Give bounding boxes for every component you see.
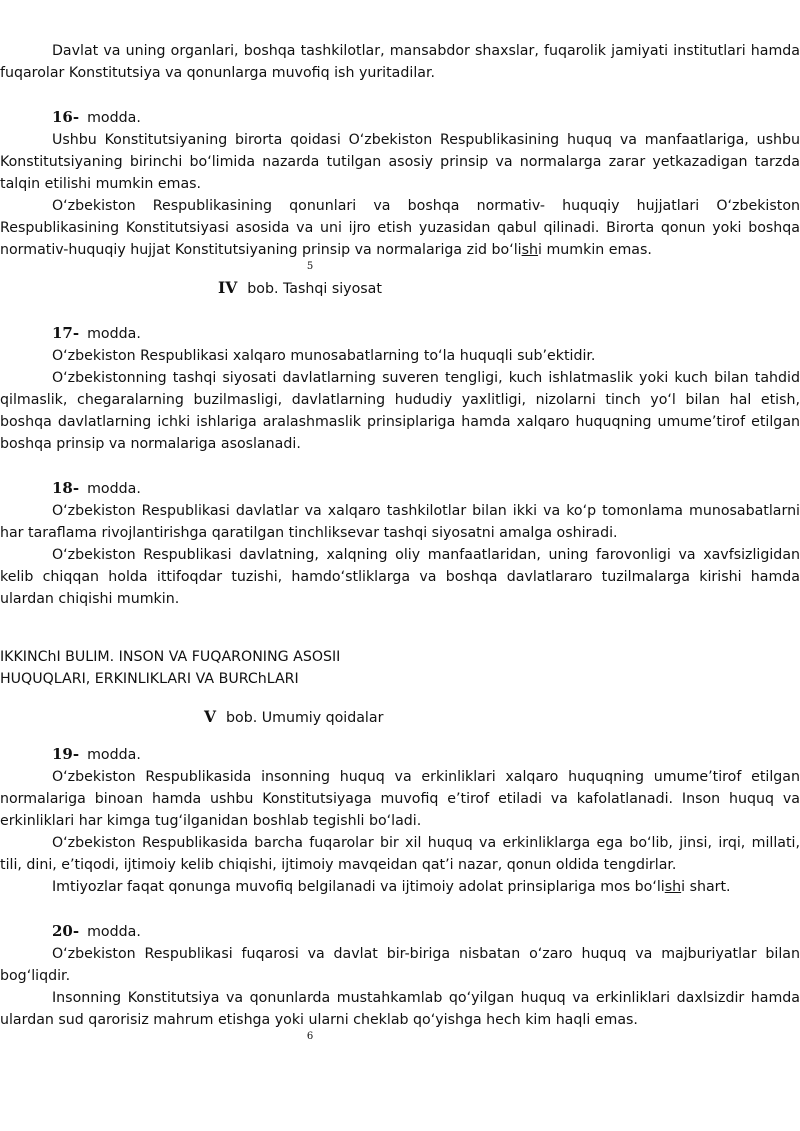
article-20-paragraph-1: O‘zbekiston Respublikasi fuqarosi va davlat bir-biriga nisbatan o‘zaro huquq va majburiyatlar bilan bog‘liqdir. (0, 946, 800, 984)
chapter-4-heading (0, 277, 800, 300)
document-page (0, 40, 800, 1043)
article-18-paragraph-1: O‘zbekiston Respublikasi davlatlar va xalqaro tashkilotlar bilan ikki va ko‘p tomonlama munosabatlarni har taraflama rivojlantirishga qaratilgan tinchliksevar tashqi siyosatni amalga oshiradi. (0, 503, 800, 541)
page-number-5: 5 (306, 261, 314, 272)
article-18-heading (0, 477, 800, 500)
article-16-heading (0, 106, 800, 129)
article-17-paragraph-1: O‘zbekiston Respublikasi xalqaro munosabatlarning to‘la huquqli sub’ektidir. (52, 348, 596, 364)
article-16-label: modda. (87, 110, 141, 126)
article-16-paragraph-1: Ushbu Konstitutsiyaning birorta qoidasi O‘zbekiston Respublikasining huquq va manfaatlariga, ushbu Konstitutsiyaning birinchi bo‘limida nazarda tutilgan asosiy prinsip va normalarga zarar yetkazadigan tarzda talqin etilishi mumkin emas. (0, 132, 800, 192)
article-16-number: 16- (52, 108, 80, 126)
part-2-heading-line-1: IKKINChI BULIM. INSON VA FUQARONING ASOSII (0, 649, 341, 665)
part-2-heading-line-2: HUQUQLARI, ERKINLIKLARI VA BURChLARI (0, 671, 299, 687)
article-16-paragraph-2: O‘zbekiston Respublikasining qonunlari va boshqa normativ- huquqiy hujjatlari O‘zbekiston Respublikasining Konstitutsiyasi asosida va uni ijro etish yuzasidan qabul qilinadi. Birorta qonun yoki boshqa normativ-huquqiy hujjat Konstitutsiyaning prinsip va normalariga zid bo‘lishi mumkin emas. (0, 198, 800, 258)
intro-paragraph: Davlat va uning organlari, boshqa tashkilotlar, mansabdor shaxslar, fuqarolik jamiyati institutlari hamda fuqarolar Konstitutsiya va qonunlarga muvofiq ish yuritadilar. (0, 43, 800, 81)
article-18-paragraph-2: O‘zbekiston Respublikasi davlatning, xalqning oliy manfaatlaridan, uning farovonligi va xavfsizligidan kelib chiqqan holda ittifoqdar tuzishi, hamdo‘stliklarga va boshqa davlatlararo tuzilmalarga kirishi hamda ulardan chiqishi mumkin. (0, 547, 800, 607)
article-17-heading (0, 322, 800, 345)
article-17-paragraph-2: O‘zbekistonning tashqi siyosati davlatlarning suveren tengligi, kuch ishlatmaslik yoki kuch bilan tahdid qilmaslik, chegaralarning buzilmasligi, davlatlarning hududiy yaxlitligi, nizolarni tinch yo‘l bilan hal etish, boshqa davlatlarning ichki ishlariga aralashmaslik prinsiplariga hamda xalqaro huquqning umume’tirof etilgan boshqa prinsip va normalariga asoslanadi. (0, 370, 800, 452)
article-20-label: modda. (87, 924, 141, 940)
article-17-number: 17- (52, 324, 80, 342)
article-19-heading (0, 743, 800, 766)
article-19-label: modda. (87, 747, 141, 763)
chapter-5-heading (0, 706, 800, 729)
article-17-label: modda. (87, 326, 141, 342)
chapter-4-roman: IV (218, 278, 238, 297)
chapter-5-title: bob. Umumiy qoidalar (226, 710, 384, 726)
article-20-paragraph-2: Insonning Konstitutsiya va qonunlarda mustahkamlab qo‘yilgan huquq va erkinliklari daxlsizdir hamda ulardan sud qarorisiz mahrum etishga yoki ularni cheklab qo‘yishga hech kim haqli emas. (0, 990, 800, 1028)
article-19-paragraph-1: O‘zbekiston Respublikasida insonning huquq va erkinliklari xalqaro huquqning umume’tirof etilgan normalariga binoan hamda ushbu Konstitutsiyaga muvofiq e’tirof etiladi va kafolatlanadi. Inson huquq va erkinliklari har kimga tug‘ilganidan boshlab tegishli bo‘ladi. (0, 769, 800, 829)
article-20-number: 20- (52, 922, 80, 940)
page-number-6: 6 (306, 1031, 314, 1042)
article-19-number: 19- (52, 745, 80, 763)
article-19-paragraph-3: Imtiyozlar faqat qonunga muvofiq belgilanadi va ijtimoiy adolat prinsiplariga mos bo‘lishi shart. (52, 879, 731, 895)
chapter-5-roman: V (204, 707, 217, 726)
article-18-label: modda. (87, 481, 141, 497)
chapter-4-title: bob. Tashqi siyosat (247, 281, 382, 297)
article-20-heading (0, 920, 800, 943)
article-19-paragraph-2: O‘zbekiston Respublikasida barcha fuqarolar bir xil huquq va erkinliklarga ega bo‘lib, jinsi, irqi, millati, tili, dini, e’tiqodi, ijtimoiy kelib chiqishi, ijtimoiy mavqeidan qat’i nazar, qonun oldida tengdirlar. (0, 835, 800, 873)
article-18-number: 18- (52, 479, 80, 497)
